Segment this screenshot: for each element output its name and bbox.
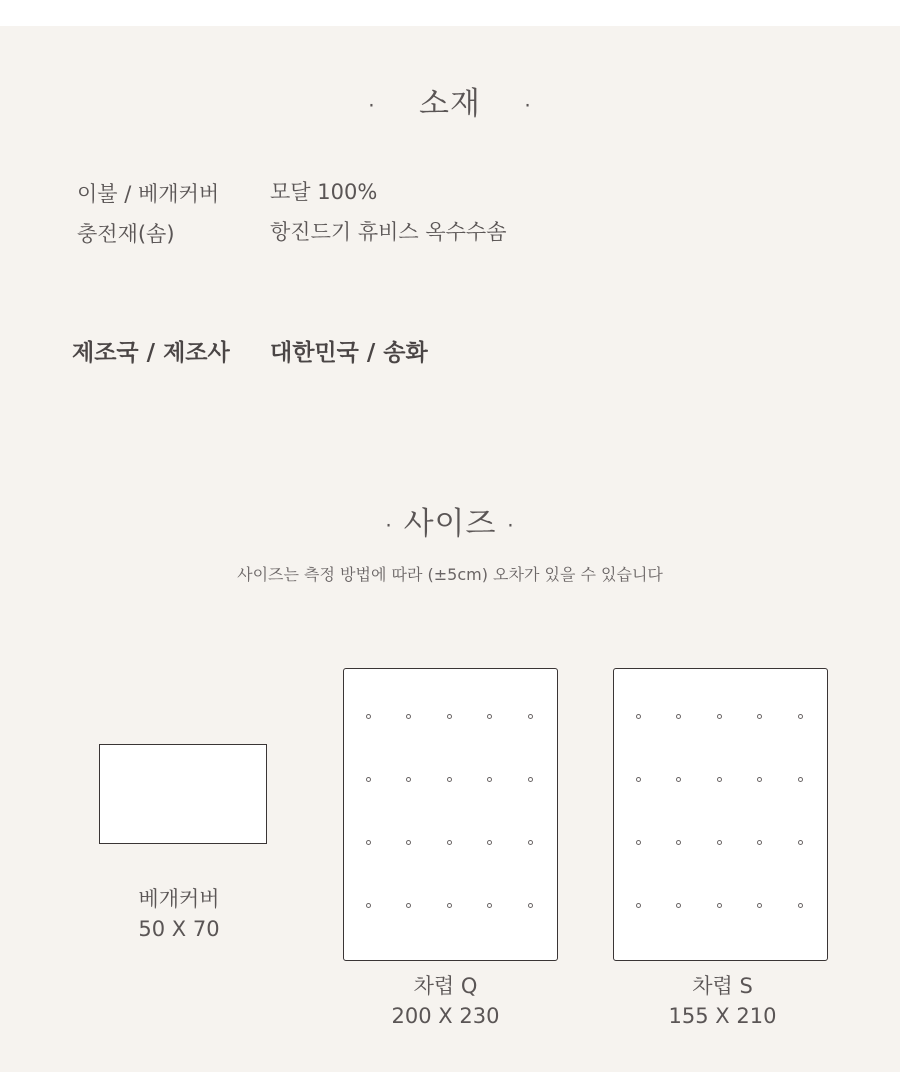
quilt-stitch-dot <box>487 840 492 845</box>
quilt-stitch-dot <box>406 903 411 908</box>
quilt-stitch-dot <box>366 714 371 719</box>
quilt-stitch-dot <box>528 777 533 782</box>
quilt-stitch-dot <box>366 840 371 845</box>
title-dot-right: · <box>524 93 532 118</box>
quilt-stitch-dot <box>717 903 722 908</box>
quilt-stitch-dot <box>366 777 371 782</box>
origin-value: 대한민국 / 송화 <box>270 340 428 366</box>
title-dot-left: · <box>368 93 376 118</box>
material-value-cover: 모달 100% <box>270 180 378 204</box>
quilt-stitch-dot <box>636 840 641 845</box>
material-value-filling: 항진드기 휴비스 옥수수솜 <box>270 220 507 244</box>
quilt-stitch-dot <box>717 777 722 782</box>
quilt-stitch-dot <box>798 714 803 719</box>
origin-label: 제조국 / 제조사 <box>72 340 230 366</box>
blanket-s-illustration <box>613 668 828 961</box>
quilt-stitch-dot <box>447 840 452 845</box>
quilt-stitch-dot <box>757 903 762 908</box>
material-title <box>0 78 900 123</box>
pillow-name: 베개커버 <box>138 887 220 911</box>
size-dot-left: · <box>385 513 393 538</box>
quilt-stitch-dot <box>447 777 452 782</box>
size-title-text: 사이즈 <box>403 506 497 542</box>
size-dot-right: · <box>507 513 515 538</box>
quilt-stitch-dot <box>528 903 533 908</box>
blanket-q-name: 차렵 Q <box>413 974 478 998</box>
quilt-stitch-dot <box>676 777 681 782</box>
pillow-dims: 50 X 70 <box>138 917 220 941</box>
quilt-stitch-dot <box>406 840 411 845</box>
blanket-q-illustration <box>343 668 558 961</box>
material-label-cover: 이불 / 베개커버 <box>77 182 220 206</box>
quilt-stitch-dot <box>636 714 641 719</box>
quilt-stitch-dot <box>757 840 762 845</box>
quilt-stitch-dot <box>447 714 452 719</box>
quilt-stitch-dot <box>487 777 492 782</box>
quilt-stitch-dot <box>798 777 803 782</box>
quilt-stitch-dot <box>757 777 762 782</box>
quilt-stitch-dot <box>636 903 641 908</box>
size-note: 사이즈는 측정 방법에 따라 (±5cm) 오차가 있을 수 있습니다 <box>237 565 663 584</box>
quilt-stitch-dot <box>406 714 411 719</box>
blanket-q-caption <box>343 971 548 1031</box>
material-label-filling: 충전재(솜) <box>77 222 175 246</box>
quilt-stitch-dot <box>798 903 803 908</box>
quilt-stitch-dot <box>447 903 452 908</box>
quilt-stitch-dot <box>528 714 533 719</box>
material-title-text: 소재 <box>419 86 481 122</box>
quilt-stitch-dot <box>757 714 762 719</box>
size-title <box>0 498 900 543</box>
blanket-s-caption <box>620 971 825 1031</box>
quilt-stitch-dot <box>487 903 492 908</box>
quilt-stitch-dot <box>366 903 371 908</box>
quilt-stitch-dot <box>487 714 492 719</box>
quilt-stitch-dot <box>676 840 681 845</box>
blanket-s-name: 차렵 S <box>692 974 753 998</box>
pillow-cover-illustration <box>99 744 267 844</box>
pillow-caption <box>99 884 259 944</box>
quilt-stitch-dot <box>636 777 641 782</box>
quilt-stitch-dot <box>717 840 722 845</box>
quilt-stitch-dot <box>528 840 533 845</box>
quilt-stitch-dot <box>717 714 722 719</box>
blanket-s-dims: 155 X 210 <box>668 1004 777 1028</box>
quilt-stitch-dot <box>676 714 681 719</box>
quilt-stitch-dot <box>798 840 803 845</box>
quilt-stitch-dot <box>406 777 411 782</box>
quilt-stitch-dot <box>676 903 681 908</box>
blanket-q-dims: 200 X 230 <box>391 1004 500 1028</box>
